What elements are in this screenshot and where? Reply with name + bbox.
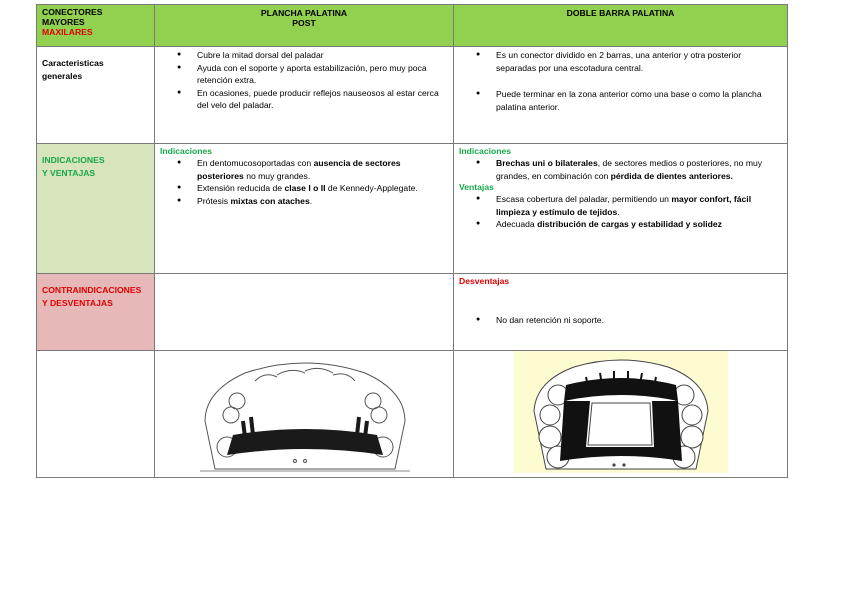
list-item: ● Ayuda con el soporte y aporta estabilización, pero muy poca retención extra. xyxy=(197,62,448,87)
list-item: ● En ocasiones, puede producir reflejos nauseosos al estar cerca del velo del paladar. xyxy=(197,87,448,112)
plancha-palatina-drawing xyxy=(155,351,454,473)
list-item: ● Escasa cobertura del paladar, permitiendo un mayor confort, fácil limpieza y estímulo de tejidos. xyxy=(496,193,782,218)
ventajas-heading: Ventajas xyxy=(459,182,494,192)
row-indicaciones xyxy=(37,144,788,274)
list-item: ● Extensión reducida de clase I o II de Kennedy-Applegate. xyxy=(197,182,448,195)
contraindicaciones-plancha xyxy=(155,274,454,351)
label-indicaciones-line1: INDICACIONES xyxy=(42,155,105,165)
header-doble-barra: DOBLE BARRA PALATINA xyxy=(566,8,675,18)
header-title-line1: CONECTORES xyxy=(42,7,103,17)
desventajas-heading: Desventajas xyxy=(459,276,510,286)
indicaciones-plancha xyxy=(155,144,454,274)
header-cell-doble-barra xyxy=(454,5,788,47)
caracteristicas-plancha-list xyxy=(160,49,448,112)
image-cell-doble-barra xyxy=(454,351,788,478)
image-cell-plancha xyxy=(155,351,454,478)
contraindicaciones-doble-barra xyxy=(454,274,788,351)
indicaciones-heading: Indicaciones xyxy=(160,146,213,156)
label-caracteristicas-line2: generales xyxy=(42,71,83,81)
list-item: ● Puede terminar en la zona anterior como una base o como la plancha palatina anterior. xyxy=(496,88,782,113)
list-item: ● Es un conector dividido en 2 barras, una anterior y otra posterior separadas por una escotadura central. xyxy=(496,49,782,74)
label-contraindicaciones-line2: Y DESVENTAJAS xyxy=(42,298,113,308)
indicaciones-doble-barra-list xyxy=(459,157,782,182)
caracteristicas-plancha xyxy=(155,47,454,144)
list-item: ● No dan retención ni soporte. xyxy=(496,314,782,327)
header-title-line2: MAYORES xyxy=(42,17,85,27)
list-item: ● Cubre la mitad dorsal del paladar xyxy=(197,49,448,62)
row-contraindicaciones xyxy=(37,274,788,351)
label-indicaciones xyxy=(37,144,155,274)
image-label-cell xyxy=(37,351,155,478)
header-row xyxy=(37,5,788,47)
list-item: ● Prótesis mixtas con ataches. xyxy=(197,195,448,208)
indicaciones-doble-barra xyxy=(454,144,788,274)
ventajas-list xyxy=(459,193,782,231)
header-plancha-line2: POST xyxy=(292,18,316,28)
list-item: ● Brechas uni o bilaterales, de sectores medios o posteriores, no muy grandes, en combinación con pérdida de dientes anteriores. xyxy=(496,157,782,182)
row-caracteristicas xyxy=(37,47,788,144)
indicaciones-plancha-list xyxy=(160,157,448,207)
list-item: ● Adecuada distribución de cargas y estabilidad y solidez xyxy=(496,218,782,231)
header-title-line3: MAXILARES xyxy=(42,27,93,37)
label-contraindicaciones xyxy=(37,274,155,351)
caracteristicas-doble-barra xyxy=(454,47,788,144)
label-caracteristicas-line1: Caracteristicas xyxy=(42,58,104,68)
list-item: ● En dentomucosoportadas con ausencia de sectores posteriores no muy grandes. xyxy=(197,157,448,182)
header-cell-plancha xyxy=(155,5,454,47)
label-caracteristicas xyxy=(37,47,155,144)
connectors-table xyxy=(36,4,788,478)
row-images xyxy=(37,351,788,478)
label-contraindicaciones-line1: CONTRAINDICACIONES xyxy=(42,285,142,295)
doble-barra-drawing xyxy=(454,351,788,473)
header-cell-title xyxy=(37,5,155,47)
indicaciones-heading: Indicaciones xyxy=(459,146,512,156)
header-plancha-line1: PLANCHA PALATINA xyxy=(260,8,348,18)
desventajas-list xyxy=(459,314,782,327)
label-indicaciones-line2: Y VENTAJAS xyxy=(42,168,96,178)
caracteristicas-doble-barra-list xyxy=(459,49,782,113)
